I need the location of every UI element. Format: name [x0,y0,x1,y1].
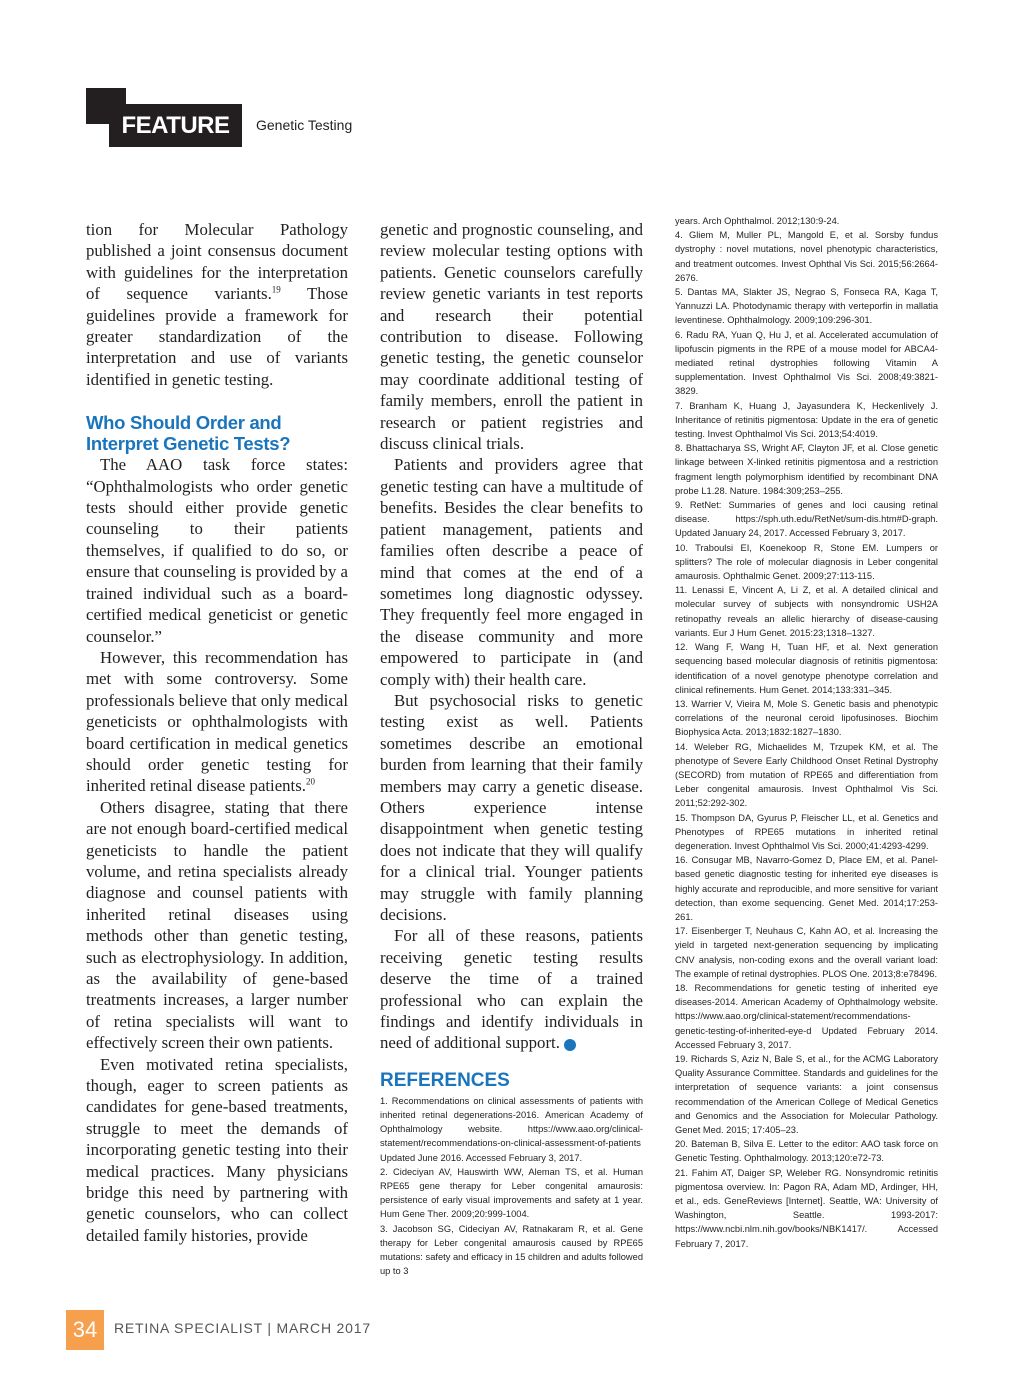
reference-item: 2. Cideciyan AV, Hauswirth WW, Aleman TS, et al. Human RPE65 gene therapy for Leber congenital amaurosis: persistence of early visual improvements and safety at 1 year. Hum Gene Ther. 2009;20:999-1004. [380,1166,643,1220]
paragraph: Even motivated retina specialists, though, eager to screen patients as candidates for gene-based treatments, struggle to meet the demands of incorporating genetic testing into their medical practices. Many physicians bridge this need by partnering with genetic counselors, who can collect detailed family histories, provide [86,1054,348,1245]
paragraph: However, this recommendation has met with some controversy. Some professionals believe that only medical geneticists or ophthalmologists with board certification in medical genetics should order genetic testing for inherited retinal disease patients.$^{20}$ [86,647,348,796]
reference-item: 11. Lenassi E, Vincent A, Li Z, et al. A detailed clinical and molecular survey of subjects with nonsyndromic USH2A retinopathy reveals an allelic hierarchy of disease-causing variants. Eur J Hum Genet. 2015:23;1318–1327. [675,585,938,638]
column-1 [86,219,348,1246]
paragraph: For all of these reasons, patients receiving genetic testing results deserve the time of a trained professional who can explain the findings and identify individuals in need of additional support. RS [380,926,643,1053]
publication-footer: RETINA SPECIALIST | MARCH 2017 [114,1320,371,1336]
section-topic: Genetic Testing [256,117,353,133]
reference-item: 16. Consugar MB, Navarro-Gomez D, Place EM, et al. Panel-based genetic diagnostic testing for inherited eye diseases is highly accurate and reproducible, and more sensitive for variant detection, than exome sequencing. Genet Med. 2014;17:253-261. [675,855,938,922]
reference-item: 14. Weleber RG, Michaelides M, Trzupek KM, et al. The phenotype of Severe Early Childhood Onset Retinal Dystrophy (SECORD) from mutation of RPE65 and differentiation from Leber congenital amaurosis. Invest Ophthalmol Vis Sci. 2011;52:292-302. [675,741,938,809]
reference-item: years. Arch Ophthalmol. 2012;130:9-24. [675,216,840,226]
paragraph: genetic and prognostic counseling, and review molecular testing options with patients. Genetic counselors carefully review genetic variants in test reports and research their potential contribution to disease. Following genetic testing, the genetic counselor may coordinate additional testing of family members, enroll the patient in research or patient registries and discuss clinical trials. [380,220,643,454]
reference-item: 4. Gliem M, Muller PL, Mangold E, et al. Sorsby fundus dystrophy : novel mutations, novel phenotypic characteristics, and treatment outcomes. Invest Ophthal Vis Sci. 2015;56:2664-2676. [675,230,938,283]
reference-item: 13. Warrier V, Vieira M, Mole S. Genetic basis and phenotypic correlations of the neuronal ceroid lipofusinoses. Biochim Biophysica Acta. 2013;1832:1827–1830. [675,698,938,738]
reference-item: 7. Branham K, Huang J, Jayasundera K, Heckenlively J. Inheritance of retinitis pigmentosa: Update in the era of genetic testing. Invest Ophthalmol Vis Sci. 2013;54:4019. [675,400,938,440]
reference-item: 17. Eisenberger T, Neuhaus C, Kahn AO, et al. Increasing the yield in targeted next-generation sequencing by implicating CNV analysis, non-coding exons and the overall variant load: The example of retinal dystrophies. PLOS One. 2013;8:e78496. [675,926,938,979]
column-2 [380,219,643,1278]
page-number: 34 [66,1310,104,1350]
reference-item: 3. Jacobson SG, Cideciyan AV, Ratnakaram R, et al. Gene therapy for Leber congenital amaurosis caused by RPE65 mutations: safety and efficacy in 15 children and adults followed up to 3 [380,1223,643,1277]
section-label: FEATURE [109,104,242,147]
reference-item: 8. Bhattacharya SS, Wright AF, Clayton JF, et al. Close genetic linkage between X-linked retinitis pigmentosa and a restriction fragment length polymorphism identified by recombinant DNA probe L1.28. Nature. 1984:309;253–255. [675,443,938,496]
reference-item: 12. Wang F, Wang H, Tuan HF, et al. Next generation sequencing based molecular diagnosis of retinitis pigmentosa: identification of a novel genotype phenotype correlation and clinical refinements. Hum Genet. 2014;133:331–345. [675,642,938,695]
reference-item: 9. RetNet: Summaries of genes and loci causing retinal disease. https://sph.uth.edu/RetNet/sum-dis.htm#D-graph. Updated January 24, 2017. Accessed February 3, 2017. [675,500,938,539]
reference-item: 18. Recommendations for genetic testing of inherited eye diseases-2014. American Academy of Ophthalmology website. https://www.aao.org/clinical-statement/recommendations-genetic-testing-of-inherited-eye-d Updated February 2014. Accessed February 3, 2017. [675,982,938,1050]
reference-item: 15. Thompson DA, Gyurus P, Fleischer LL, et al. Genetics and Phenotypes of RPE65 mutations in inherited retinal degeneration. Invest Ophthalmol Vis Sci. 2000;41:4293-4299. [675,812,938,851]
references-heading: REFERENCES [380,1069,510,1091]
paragraph: But psychosocial risks to genetic testing exist as well. Patients sometimes describe an emotional burden from learning that their family members may carry a genetic disease. Others experience intense disappointment when genetic testing does not indicate that they will qualify for a clinical trial. Younger patients may struggle with family planning decisions. [380,690,643,924]
reference-item: 5. Dantas MA, Slakter JS, Negrao S, Fonseca RA, Kaga T, Yannuzzi LA. Photodynamic therapy with verteporfin in mallatia leventinese. Ophthalmology. 2009;109:296-301. [675,287,938,326]
references-list [380,1094,643,1279]
paragraph: The AAO task force states: “Ophthalmologists who order genetic tests should either provide genetic counseling to their patients themselves, if qualified to do so, or ensure that counseling is provided by a trained individual such as a board-certified medical geneticist or genetic counselor.” [86,455,348,646]
column-3-references [675,214,938,1251]
paragraph: Patients and providers agree that genetic testing can have a multitude of benefits. Besides the clear benefits to patient management, patients and families often describe a peace of mind that comes at the end of a sometimes long diagnostic odyssey. They frequently feel more engaged in the disease community and more empowered to participate in (and comply with) their health care. [380,455,643,689]
reference-item: 19. Richards S, Aziz N, Bale S, et al., for the ACMG Laboratory Quality Assurance Committee. Standards and guidelines for the interpretation of sequence variants: a joint consensus recommendation of the American College of Medical Genetics and Genomics and the Association for Molecular Pathology. Genet Med. 2015; 17:405–23. [675,1053,938,1135]
paragraph: tion for Molecular Pathology published a joint consensus document with guidelines for the interpretation of sequence variants.$^{19}$ Those guidelines provide a framework for greater standardization of the interpretation and use of variants identified in genetic testing. [86,220,349,389]
reference-item: 1. Recommendations on clinical assessments of patients with inherited retinal degenerations-2016. American Academy of Ophthalmology website. https://www.aao.org/clinical-statement/recommendations-on-clinical-assessment-of-patients Updated June 2016. Accessed February 3, 2017. [380,1095,643,1163]
reference-item: 21. Fahim AT, Daiger SP, Weleber RG. Nonsyndromic retinitis pigmentosa overview. In: Pagon RA, Adam MD, Ardinger, HH, et al., eds. GeneReviews [Internet]. Seattle, WA: University of Washington, Seattle. 1993-2017: https://www.ncbi.nlm.nih.gov/books/NBK1417/. Accessed February 7, 2017. [675,1167,938,1249]
reference-item: 20. Bateman B, Silva E. Letter to the editor: AAO task force on Genetic Testing. Ophthalmology. 2013;120:e72-73. [675,1139,938,1164]
subheading: Who Should Order and Interpret Genetic Tests? [86,412,291,455]
paragraph: Others disagree, stating that there are not enough board-certified medical geneticists to handle the patient volume, and retina specialists already diagnose and counsel patients with inherited retinal diseases using methods other than genetic testing, such as electrophysiology. In addition, as the availability of gene-based treatments increases, a larger number of retina specialists will want to effectively screen their own patients. [86,797,348,1053]
reference-item: 6. Radu RA, Yuan Q, Hu J, et al. Accelerated accumulation of lipofuscin pigments in the RPE of a mouse model for ABCA4-mediated retinal dystrophies following Vitamin A supplementation. Invest Ophthalmol Vis Sci. 2008;49:3821-3829. [675,329,938,397]
reference-item: 10. Traboulsi EI, Koenekoop R, Stone EM. Lumpers or splitters? The role of molecular diagnosis in Leber congenital amaurosis. Ophthalmic Genet. 2009;27:113-115. [675,542,938,582]
end-mark-icon: RS [564,1039,576,1051]
